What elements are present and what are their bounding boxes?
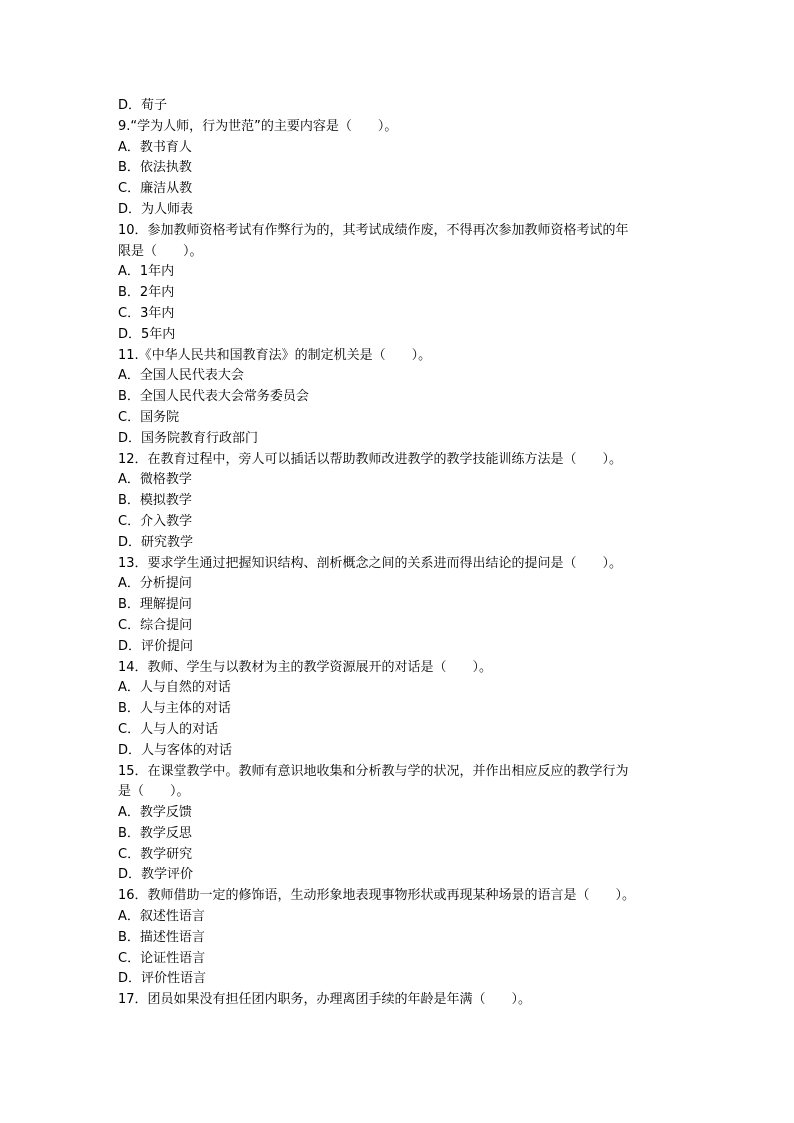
option-line: A．全国人民代表大会 <box>118 368 244 384</box>
option-line: C．廉洁从教 <box>118 181 193 197</box>
option-line: B．人与主体的对话 <box>118 701 231 717</box>
option-line: D．研究教学 <box>118 534 194 550</box>
option-line: C．3年内 <box>118 305 175 321</box>
question-15-stem: 15．在课堂教学中。教师有意识地收集和分析教与学的状况，并作出相应反应的教学行为 <box>118 763 629 779</box>
option-line: C．人与人的对话 <box>118 721 219 737</box>
option-line: C．综合提问 <box>118 617 193 633</box>
question-9-stem: 9.“学为人师，行为世范”的主要内容是（ ）。 <box>118 118 398 134</box>
question-10-stem-cont: 限是（ ）。 <box>118 243 203 259</box>
option-line: B．描述性语言 <box>118 929 205 945</box>
question-10-stem: 10．参加教师资格考试有作弊行为的，其考试成绩作废，不得再次参加教师资格考试的年 <box>118 222 629 238</box>
option-line: D．教学评价 <box>118 867 194 883</box>
option-line: A．1年内 <box>118 264 175 280</box>
option-line: B．依法执教 <box>118 160 192 176</box>
option-line: A．教学反馈 <box>118 805 192 821</box>
option-line: D．评价性语言 <box>118 971 207 987</box>
option-line: D．评价提问 <box>118 638 194 654</box>
option-line: A．教书育人 <box>118 139 192 155</box>
option-line: D．国务院教育行政部门 <box>118 430 259 446</box>
option-line: C．国务院 <box>118 409 180 425</box>
option-line: B．理解提问 <box>118 597 192 613</box>
text-line: D．荀子 <box>118 98 168 113</box>
option-line: D．人与客体的对话 <box>118 742 233 758</box>
option-line: B．2年内 <box>118 285 175 301</box>
document-page <box>118 96 678 1011</box>
option-line: A．微格教学 <box>118 472 192 488</box>
option-line: A．分析提问 <box>118 576 192 592</box>
question-17-stem: 17．团员如果没有担任团内职务，办理离团手续的年龄是年满（ ）。 <box>118 992 532 1008</box>
option-line: D．5年内 <box>118 326 176 342</box>
question-13-stem: 13．要求学生通过把握知识结构、剖析概念之间的关系进而得出结论的提问是（ ）。 <box>118 555 623 571</box>
option-line: A．人与自然的对话 <box>118 680 231 696</box>
option-line: B．模拟教学 <box>118 493 192 509</box>
question-14-stem: 14．教师、学生与以教材为主的教学资源展开的对话是（ ）。 <box>118 659 493 675</box>
question-12-stem: 12．在教育过程中，旁人可以插话以帮助教师改进教学的教学技能训练方法是（ ）。 <box>118 451 623 467</box>
option-line: B．全国人民代表大会常务委员会 <box>118 389 309 405</box>
option-line: A．叙述性语言 <box>118 909 205 925</box>
question-15-stem-cont: 是（ ）。 <box>118 784 190 800</box>
option-line: D．为人师表 <box>118 201 194 217</box>
option-line: C．论证性语言 <box>118 950 206 966</box>
option-line: B．教学反思 <box>118 825 192 841</box>
question-11-stem: 11.《中华人民共和国教育法》的制定机关是（ ）。 <box>118 347 432 363</box>
option-line: C．介入教学 <box>118 513 193 529</box>
option-line: C．教学研究 <box>118 846 193 862</box>
question-16-stem: 16．教师借助一定的修饰语，生动形象地表现事物形状或再现某种场景的语言是（ ）。 <box>118 888 636 904</box>
